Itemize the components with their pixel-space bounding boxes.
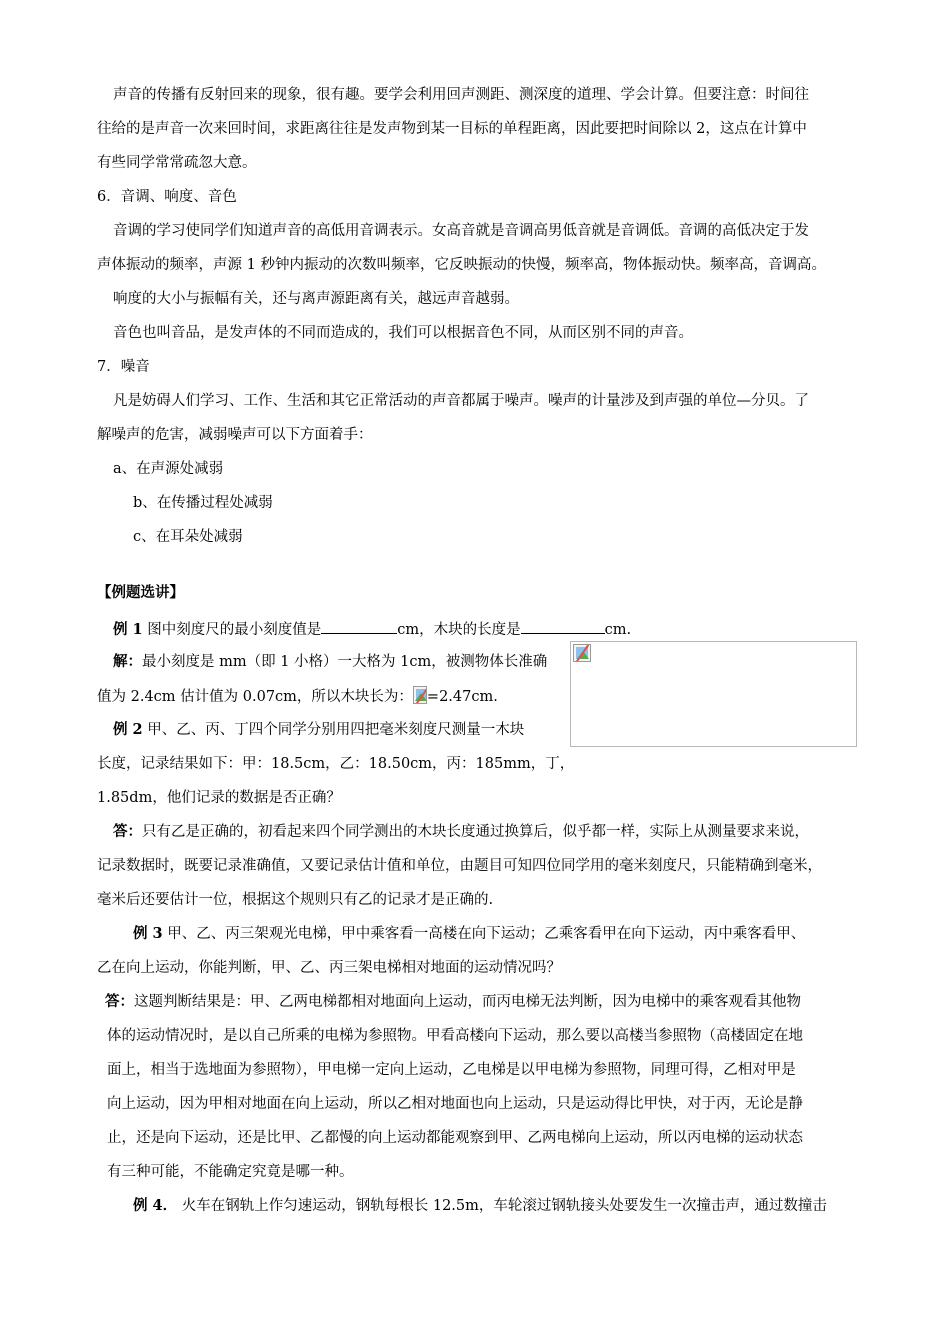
answer-text: 这题判断结果是：甲、乙两电梯都相对地面向上运动，而丙电梯无法判断，因为电梯中的乘客观看其他物 (134, 994, 801, 1010)
answer-line: 记录数据时，既要记录准确值，又要记录估计值和单位，由题目可知四位同学用的毫米刻度尺，只能精确到毫米， (97, 858, 822, 874)
list-item: a、在声源处减弱 (113, 461, 224, 477)
broken-image-icon (413, 686, 427, 704)
question-text: cm，木块的长度是 (397, 622, 521, 638)
paragraph-line: 音色也叫音品，是发声体的不同而造成的，我们可以根据音色不同，从而区别不同的声音。 (113, 325, 693, 341)
section-heading: 6．音调、响度、音色 (97, 189, 237, 205)
answer-line: 止，还是向下运动，还是比甲、乙都慢的向上运动都能观察到甲、乙两电梯向上运动，所以丙电梯的运动状态 (107, 1130, 803, 1146)
answer-blank (521, 618, 605, 634)
example-1-answer-line (97, 686, 498, 707)
question-text: 图中刻度尺的最小刻度值是 (147, 622, 322, 638)
paragraph-line: 凡是妨碍人们学习、工作、生活和其它正常活动的声音都属于噪声。噪声的计量涉及到声强的单位—分贝。了 (113, 393, 809, 409)
answer-line: 体的运动情况时，是以自己所乘的电梯为参照物。甲看高楼向下运动，那么要以高楼当参照物（高楼固定在地 (107, 1028, 803, 1044)
answer-label: 答： (113, 823, 142, 840)
answer-text: 值为 2.4cm 估计值为 0.07cm，所以木块长为： (97, 689, 413, 705)
question-text: cm. (604, 622, 632, 638)
broken-image-icon (573, 644, 591, 662)
question-text: 甲、乙、丙、丁四个同学分别用四把毫米刻度尺测量一木块 (147, 722, 525, 738)
answer-text: =2.47cm. (426, 689, 498, 705)
section-heading: 7．噪音 (97, 359, 150, 375)
paragraph-line: 音调的学习使同学们知道声音的高低用音调表示。女高音就是音调高男低音就是音调低。音调的高低决定于发 (113, 223, 809, 239)
paragraph-line: 往给的是声音一次来回时间，求距离往往是发声物到某一目标的单程距离，因此要把时间除以 2，这点在计算中 (97, 121, 807, 137)
list-item: c、在耳朵处减弱 (133, 529, 243, 545)
question-text: 火车在钢轨上作匀速运动，钢轨每根长 12.5m，车轮滚过钢轨接头处要发生一次撞击声，通过数撞击 (181, 1198, 827, 1214)
question-line: 乙在向上运动，你能判断，甲、乙、丙三架电梯相对地面的运动情况吗？ (97, 960, 561, 976)
example-label: 例 1 (113, 621, 143, 638)
answer-line: 有三种可能，不能确定究竟是哪一种。 (107, 1164, 354, 1180)
answer-line: 毫米后还要估计一位，根据这个规则只有乙的记录才是正确的. (97, 892, 494, 908)
example-label: 例 4． (133, 1197, 178, 1214)
question-text: 甲、乙、丙三架观光电梯，甲中乘客看一高楼在向下运动；乙乘客看甲在向下运动，丙中乘客看甲、 (167, 926, 806, 942)
examples-header: 【例题选讲】 (97, 584, 184, 601)
example-3-question (133, 924, 805, 944)
answer-text: 只有乙是正确的，初看起来四个同学测出的木块长度通过换算后，似乎都一样，实际上从测量要求来说， (142, 824, 809, 840)
example-2-question (113, 720, 524, 740)
example-2-answer-line (113, 822, 809, 842)
paragraph-line: 有些同学常常疏忽大意。 (97, 155, 257, 171)
answer-text: 最小刻度是 mm（即 1 小格）一大格为 1cm，被测物体长准确 (142, 654, 548, 670)
answer-blank (321, 618, 397, 634)
paragraph-line: 解噪声的危害，减弱噪声可以下方面着手： (97, 427, 373, 443)
example-4-question (133, 1196, 827, 1216)
answer-label: 答： (105, 993, 134, 1010)
answer-line: 向上运动，因为甲相对地面在向上运动，所以乙相对地面也向上运动，只是运动得比甲快，对于丙，无论是静 (107, 1096, 803, 1112)
paragraph-line: 声体振动的频率，声源 1 秒钟内振动的次数叫频率，它反映振动的快慢，频率高，物体振动快。频率高，音调高。 (97, 257, 826, 273)
answer-label: 解： (113, 653, 142, 670)
example-3-answer-line (105, 992, 801, 1012)
example-1-answer-line (113, 652, 547, 672)
list-item: b、在传播过程处减弱 (133, 495, 273, 511)
ruler-figure (570, 641, 857, 747)
example-1-question (113, 618, 631, 640)
example-label: 例 2 (113, 721, 143, 738)
question-line: 长度，记录结果如下：甲：18.5cm，乙：18.50cm，丙：185mm，丁， (97, 756, 575, 772)
example-label: 例 3 (133, 925, 163, 942)
paragraph-line: 响度的大小与振幅有关，还与离声源距离有关，越远声音越弱。 (113, 291, 519, 307)
question-line: 1.85dm，他们记录的数据是否正确？ (97, 790, 341, 806)
answer-line: 面上，相当于选地面为参照物），甲电梯一定向上运动，乙电梯是以甲电梯为参照物，同理可得，乙相对甲是 (107, 1062, 796, 1078)
paragraph-line: 声音的传播有反射回来的现象，很有趣。要学会利用回声测距、测深度的道理、学会计算。但要注意：时间往 (113, 87, 809, 103)
